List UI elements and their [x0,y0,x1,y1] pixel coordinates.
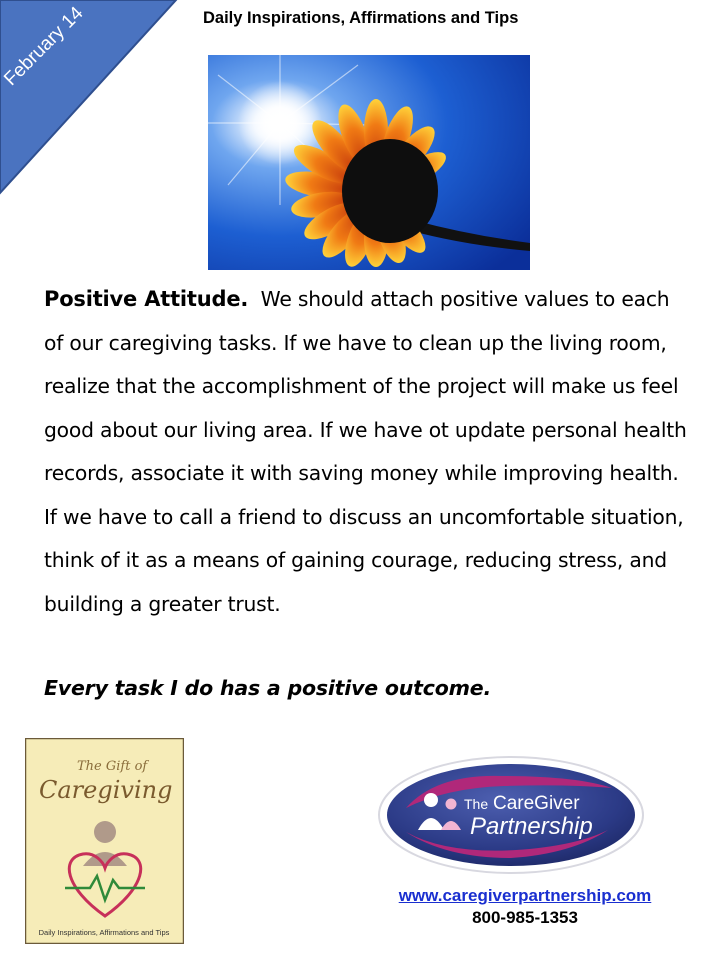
website-link[interactable]: www.caregiverpartnership.com [398,886,652,905]
book-cover [25,738,184,944]
date-label: February 14 [0,2,88,91]
article-body [44,278,694,626]
article-text: We should attach positive values to each of our caregiving tasks. If we have to clean up the living room, realize that the accomplishment of the project will make us feel good about our living area. If we have ot update personal health records, associate it with saving money while improving health. If we have to call a friend to discuss an uncomfortable situation, think of it as a means of gaining courage, reducing stress, and building a greater trust. [44,287,687,616]
logo-line1: CareGiver [493,793,580,814]
caregiver-partnership-logo [376,754,646,876]
logo-the: The [464,796,489,812]
book-subtitle: Daily Inspirations, Affirmations and Tips [38,928,170,937]
phone-number: 800-985-1353 [472,908,578,927]
affirmation: Every task I do has a positive outcome. [44,676,492,700]
page-title: Daily Inspirations, Affirmations and Tips [203,9,519,27]
book-title-line1: The Gift of [77,759,148,774]
date-banner-shape [0,0,180,195]
date-banner [0,0,180,195]
logo-line2: Partnership [470,813,593,840]
article-heading: Positive Attitude. [44,287,249,311]
book-title-line2: Caregiving [39,776,173,804]
sunflower-photo [208,55,530,270]
